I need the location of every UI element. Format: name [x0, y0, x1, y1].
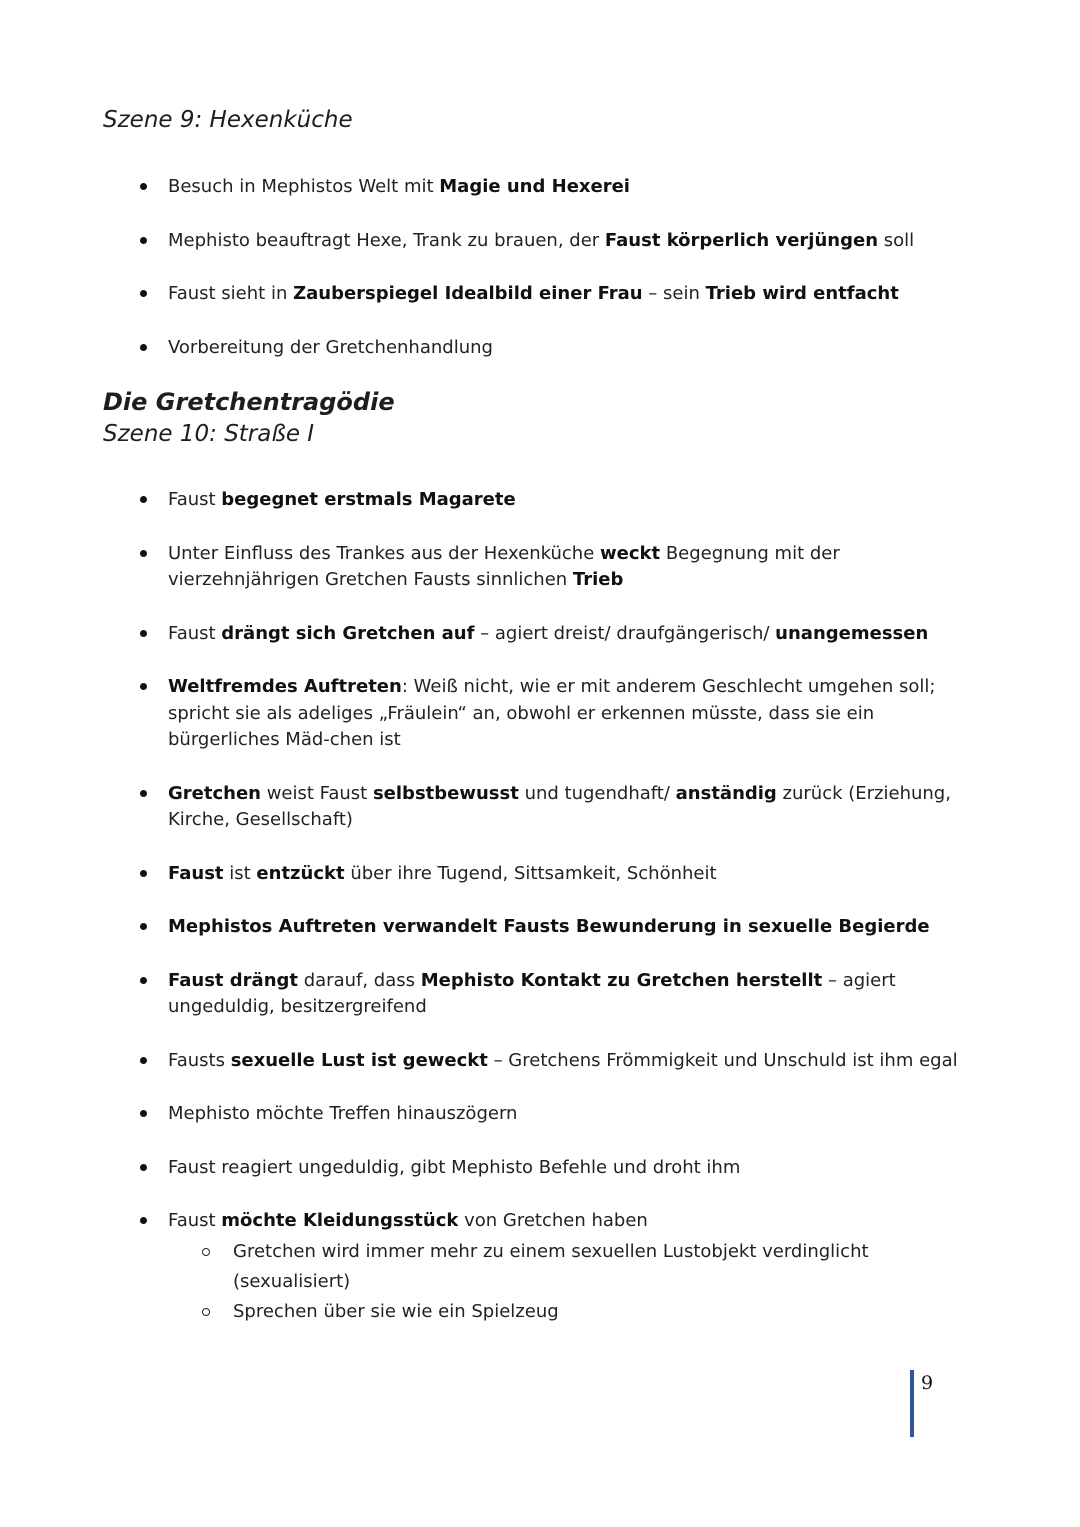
- sub-list-item: Sprechen über sie wie ein Spielzeug: [168, 1297, 983, 1327]
- scene-10-title: Szene 10: Straße I: [103, 421, 315, 447]
- text-run: – agiert dreist/ draufgängerisch/: [474, 622, 776, 644]
- scene-10-list: [103, 487, 983, 1327]
- list-item: [103, 1208, 983, 1327]
- text-run: Faust: [168, 622, 222, 644]
- bold-text: Faust drängt: [168, 969, 298, 991]
- text-run: – Gretchens Frömmigkeit und Unschuld ist ihm egal: [487, 1049, 958, 1071]
- bold-text: möchte Kleidungsstück: [221, 1210, 459, 1231]
- list-item-text: [168, 1210, 648, 1231]
- text-run: Begegnung mit der vierzehnjährigen Gretchen Fausts sinnlichen: [168, 542, 840, 590]
- list-item: [103, 487, 983, 514]
- list-item: [103, 541, 983, 594]
- text-run: Vorbereitung der Gretchenhandlung: [168, 336, 493, 358]
- text-run: Fausts: [168, 1049, 231, 1071]
- bold-text: Weltfremdes Auftreten: [168, 676, 402, 697]
- bold-text: Faust körperlich verjüngen: [604, 229, 879, 251]
- bold-text: weckt: [600, 542, 661, 564]
- bold-text: Magie und Hexerei: [439, 176, 630, 197]
- bold-text: anständig: [675, 782, 777, 804]
- sub-list-item: Gretchen wird immer mehr zu einem sexuellen Lustobjekt verdinglicht (sexualisiert): [168, 1237, 983, 1297]
- bold-text: entzückt: [256, 862, 345, 884]
- scene-9-list: [103, 174, 983, 361]
- text-run: Faust: [168, 1210, 222, 1231]
- text-run: – sein: [642, 283, 706, 304]
- bold-text: Mephistos Auftreten verwandelt Fausts Bewunderung in sexuelle Begierde: [168, 916, 930, 937]
- bold-text: Zauberspiegel Idealbild einer Frau: [293, 283, 643, 304]
- text-run: Faust sieht in: [168, 283, 294, 304]
- list-item: [103, 228, 983, 255]
- gretchen-section: [103, 387, 983, 1327]
- text-run: Mephisto beauftragt Hexe, Trank zu brauen, der: [168, 229, 605, 251]
- list-item: [103, 914, 983, 941]
- list-item: [103, 861, 983, 888]
- list-item: [103, 1101, 983, 1128]
- list-item: [103, 674, 983, 754]
- bold-text: sexuelle Lust ist geweckt: [230, 1049, 488, 1071]
- list-item: [103, 335, 983, 362]
- list-item: [103, 1155, 983, 1182]
- text-run: soll: [878, 229, 915, 251]
- list-item: [103, 781, 983, 834]
- list-item: [103, 174, 983, 201]
- list-item: [103, 1048, 983, 1075]
- text-run: ist: [223, 862, 257, 884]
- page-number: 9: [921, 1372, 934, 1394]
- list-item: [103, 621, 983, 648]
- bold-text: unangemessen: [775, 622, 929, 644]
- bold-text: drängt sich Gretchen auf: [221, 622, 475, 644]
- text-run: Faust: [168, 489, 222, 510]
- text-run: darauf, dass: [298, 969, 421, 991]
- bold-text: Trieb: [572, 569, 624, 590]
- bold-text: Mephisto Kontakt zu Gretchen herstellt: [420, 969, 823, 991]
- bold-text: Gretchen: [168, 782, 261, 804]
- text-run: Besuch in Mephistos Welt mit: [168, 176, 440, 197]
- bold-text: selbstbewusst: [372, 782, 519, 804]
- part-title: Die Gretchentragödie: [103, 388, 395, 416]
- text-run: Faust reagiert ungeduldig, gibt Mephisto Befehle und droht ihm: [168, 1156, 741, 1178]
- bold-text: begegnet erstmals Magarete: [221, 489, 516, 510]
- text-run: über ihre Tugend, Sittsamkeit, Schönheit: [344, 862, 717, 884]
- text-run: von Gretchen haben: [458, 1210, 648, 1231]
- text-run: Unter Einfluss des Trankes aus der Hexenküche: [168, 542, 600, 564]
- text-run: zurück (Erziehung, Kirche, Gesellschaft): [168, 782, 951, 830]
- text-run: Mephisto möchte Treffen hinauszögern: [168, 1103, 518, 1124]
- scene-9-section: [103, 105, 983, 361]
- text-run: weist Faust: [260, 782, 373, 804]
- list-item: [103, 968, 983, 1021]
- bold-text: Trieb wird entfacht: [705, 283, 899, 304]
- sub-list: [168, 1237, 983, 1327]
- text-run: und tugendhaft/: [518, 782, 676, 804]
- text-run: – agiert ungeduldig, besitzergreifend: [168, 969, 896, 1017]
- list-item: [103, 281, 983, 308]
- scene-9-title: Szene 9: Hexenküche: [103, 107, 353, 133]
- page-number-bar: [910, 1370, 914, 1437]
- bold-text: Faust: [168, 862, 224, 884]
- text-run: : Weiß nicht, wie er mit anderem Geschlecht umgehen soll; spricht sie als adeliges „Fräulein“ an, obwohl er erkennen müsste, dass sie ein bürgerliches Mäd-chen ist: [168, 676, 936, 750]
